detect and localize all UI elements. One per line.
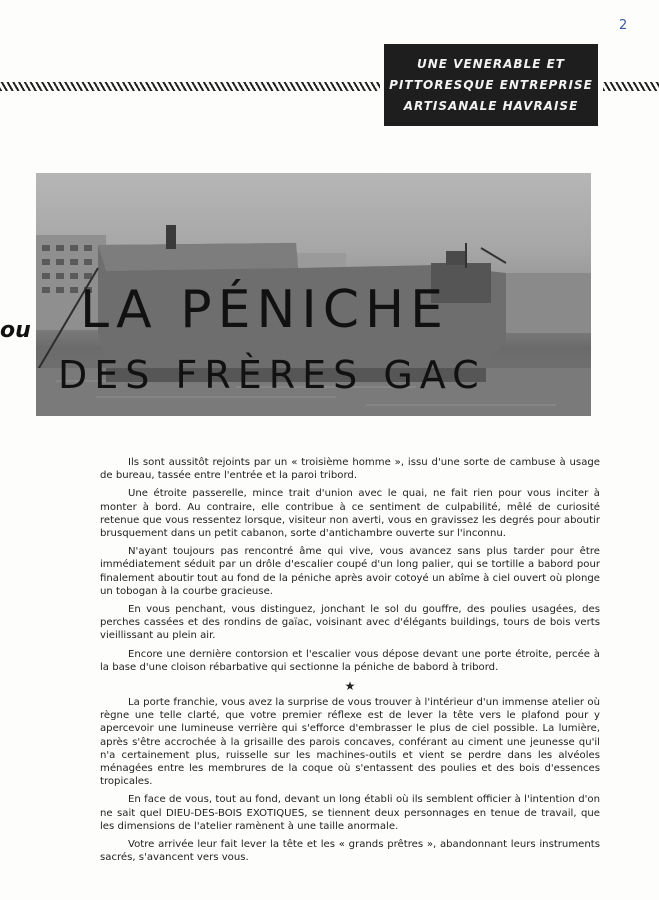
paragraph: N'ayant toujours pas rencontré âme qui vive, vous avancez sans plus tarder pour être immédiatement séduit par un drôle d'escalier coupé d'un long palier, qui se tortille a babord pour finalement aboutir tout au fond de la péniche après avoir cotoyé un abîme à ciel ouvert où plonge un tobogan à la courbe gracieuse. [100, 546, 600, 597]
paragraph: Une étroite passerelle, mince trait d'union avec le quai, ne fait rien pour vous inciter à monter à bord. Au contraire, elle contribue à ce sentiment de culpabilité, mêlé de curiosité retenue que vous ressentez lorsque, visiteur non averti, vous en gravissez les degrés pour aboutir brusquement dans un petit cabanon, sorte d'antichambre ouverte sur l'inconnu. [100, 488, 600, 540]
paragraph: En vous penchant, vous distinguez, jonchant le sol du gouffre, des poulies usagées, des perches cassées et des rondins de gaïac, voisinant avec d'élégants buildings, tours de bois verts vieillissant au plein air. [100, 604, 600, 642]
zigzag-rule-right [603, 82, 659, 91]
title-line-1: LA PÉNICHE [80, 280, 449, 340]
paragraph: La porte franchie, vous avez la surprise de vous trouver à l'intérieur d'un immense atelier où règne une telle clarté, que votre premier réflexe est de lever la tête vers le plafond pour y apercevoir une lumineuse verrière qui s'efforce d'embrasser le plus de ciel possible. La lumière, après s'être accrochée à la grisaille des parois concaves, conférant au ciment une jeunesse qu'il n'a certainement plus, ruisselle sur les machines-outils et vient se perdre dans les alvéoles ménagées entre les membrures de la coque où s'entassent des poulies et des bois d'essences tropicales. [100, 697, 600, 788]
title-line-2: DES FRÈRES GAC [58, 353, 486, 397]
paragraph: Votre arrivée leur fait lever la tête et les « grands prêtres », abandonnant leurs instruments sacrés, s'avancent vers vous. [100, 839, 600, 864]
title-prefix: ou [0, 318, 31, 343]
page-number: 2 [619, 18, 628, 33]
banner-line: ARTISANALE HAVRAISE [403, 98, 579, 113]
article-body [100, 456, 600, 869]
paragraph: Ils sont aussitôt rejoints par un « troisième homme », issu d'une sorte de cambuse à usage de bureau, tassée entre l'entrée et la paroi tribord. [100, 457, 600, 482]
paragraph: En face de vous, tout au fond, devant un long établi où ils semblent officier à l'intention d'on ne sait quel DIEU-DES-BOIS EXOTIQUES, se tiennent deux personnages en tenue de travail, que les dimensions de l'atelier ramènent à une taille anormale. [100, 794, 600, 832]
zigzag-rule-left [0, 82, 380, 91]
banner-line: PITTORESQUE ENTREPRISE [389, 77, 593, 92]
paragraph: Encore une dernière contorsion et l'escalier vous dépose devant une porte étroite, percée à la base d'une cloison rébarbative qui sectionne la péniche de babord à tribord. [100, 648, 600, 673]
section-separator-star-icon: ★ [344, 679, 356, 694]
banner-line: UNE VENERABLE ET [417, 56, 565, 71]
header-banner [384, 44, 598, 126]
